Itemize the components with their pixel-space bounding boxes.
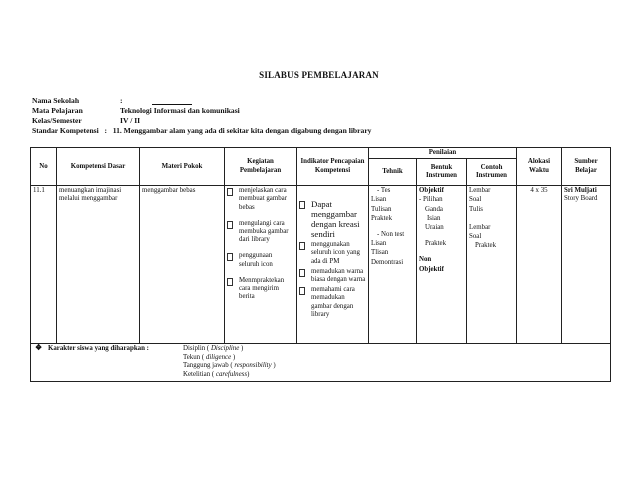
contoh-item: Lembar [469, 223, 491, 231]
karakter-label-text: Karakter siswa yang diharapkan : [48, 345, 149, 353]
list-item [183, 354, 276, 363]
bentuk-item: Isian [427, 214, 441, 222]
kegiatan-text: Menmpraktekan cara mengirim berita [239, 276, 285, 301]
kegiatan-text: mengulangi cara membuka gambar dari library [239, 219, 289, 244]
bentuk-item: Uraian [425, 224, 444, 232]
header-teknik: Tehnik [369, 159, 417, 186]
header-penilaian: Penilaian [369, 148, 517, 159]
indikator-list [299, 199, 366, 319]
header-no: No [31, 148, 57, 186]
karakter-tail: ) [239, 345, 244, 353]
cell-materi: menggambar bebas [140, 186, 225, 344]
karakter-text: Tanggung jawab ( [183, 362, 235, 370]
indikator-text: memahami cara memadukan gambar dengan library [311, 286, 355, 318]
list-item [183, 345, 276, 354]
teknik-item: - Tes [377, 187, 391, 195]
meta-kelas [32, 116, 140, 126]
cell-kompetensi-dasar: menuangkan imajinasi melalui menggambar [57, 186, 140, 344]
bentuk-item: - Pilihan [419, 196, 443, 204]
cell-teknik [369, 186, 417, 344]
kegiatan-list [227, 187, 294, 301]
bentuk-spacer [419, 233, 464, 239]
blank-line [152, 98, 192, 105]
list-item [227, 277, 294, 302]
diamond-bullet-icon [36, 346, 42, 352]
syllabus-table [30, 147, 611, 382]
checkbox-icon [299, 201, 305, 209]
list-item [299, 286, 366, 319]
list-item [227, 252, 294, 268]
bentuk-list [419, 187, 464, 274]
meta-sk-sep: : [104, 126, 107, 135]
karakter-text: Tekun ( [183, 353, 206, 361]
karakter-content [33, 345, 608, 379]
cell-kegiatan [225, 186, 297, 344]
checkbox-icon [299, 287, 305, 295]
teknik-item: Praktek [371, 214, 393, 222]
karakter-text: Disiplin ( [183, 345, 211, 353]
karakter-text: Ketelitian ( [183, 370, 216, 378]
karakter-list [183, 345, 276, 379]
list-item [183, 362, 276, 371]
page-title: SILABUS PEMBELAJARAN [259, 70, 379, 80]
checkbox-icon [227, 253, 233, 261]
indikator-text: memadukan warna biasa dengan warna [311, 267, 366, 284]
list-item [299, 199, 366, 239]
header-kompetensi-dasar: Kompetensi Dasar [57, 148, 140, 186]
cell-alokasi: 4 x 35 [517, 186, 562, 344]
sumber-item: Sri Muljati [564, 187, 597, 195]
karakter-em: carefulness [215, 370, 248, 378]
list-item [183, 371, 276, 380]
bentuk-item: Objektif [419, 187, 444, 195]
checkbox-icon [227, 188, 233, 196]
header-kegiatan: Kegiatan Pembelajaran [225, 148, 297, 186]
cell-no: 11.1 [31, 186, 57, 344]
meta-sk-label: Standar Kompetensi [32, 126, 99, 135]
list-item [299, 268, 366, 284]
header-alokasi: Alokasi Waktu [517, 148, 562, 186]
bentuk-item: Objektif [419, 265, 444, 273]
teknik-item: Lisan [371, 240, 387, 248]
karakter-em: diligence [205, 353, 232, 361]
meta-kelas-label: Kelas/Semester [32, 116, 82, 125]
teknik-item: Lisan [371, 196, 387, 204]
checkbox-icon [299, 269, 305, 277]
header-contoh: Contoh Instrumen [467, 159, 517, 186]
contoh-item: Tulis [469, 205, 483, 213]
karakter-cell [31, 344, 611, 381]
bentuk-spacer [419, 249, 464, 255]
bentuk-item: Ganda [425, 205, 443, 213]
indikator-main-text: Dapat menggambar dengan kreasi sendiri [311, 199, 360, 240]
karakter-em: responsibility [234, 362, 272, 370]
bentuk-item: Praktek [425, 240, 447, 248]
header-bentuk: Bentuk Instrumen [417, 159, 467, 186]
bentuk-item: Non [419, 256, 432, 264]
header-sumber: Sumber Belajar [562, 148, 611, 186]
kegiatan-text: menjelaskan cara membuat gambar bebas [239, 187, 288, 211]
meta-sekolah [32, 96, 192, 106]
meta-mapel-label: Mata Pelajaran [32, 106, 83, 115]
teknik-item: Tlisan [371, 249, 389, 257]
contoh-item: Lembar [469, 187, 491, 195]
header-materi-pokok: Materi Pokok [140, 148, 225, 186]
meta-mapel-value: Teknologi Informasi dan komunikasi [120, 106, 240, 115]
contoh-item: Praktek [475, 242, 497, 250]
checkbox-icon [227, 221, 233, 229]
table-row [31, 186, 611, 344]
karakter-tail: ) [247, 370, 250, 378]
meta-sk [32, 126, 371, 136]
contoh-item: Soal [469, 233, 482, 241]
sumber-item: Story Board [564, 195, 598, 203]
teknik-list [371, 187, 414, 267]
karakter-label [33, 345, 183, 379]
list-item [227, 187, 294, 212]
teknik-item: Demontrasi [371, 258, 404, 266]
meta-sekolah-sep: : [120, 96, 123, 105]
teknik-spacer [371, 224, 414, 230]
meta-mapel [32, 106, 240, 116]
checkbox-icon [227, 278, 233, 286]
cell-contoh [467, 186, 517, 344]
checkbox-icon [299, 242, 305, 250]
meta-sekolah-label: Nama Sekolah [32, 96, 80, 105]
contoh-spacer [469, 215, 514, 223]
karakter-em: Discipline [210, 345, 240, 353]
karakter-tail: ) [271, 362, 276, 370]
header-indikator: Indikator Pencapaian Kompetensi [297, 148, 369, 186]
cell-indikator [297, 186, 369, 344]
header-row [31, 148, 611, 159]
meta-sk-value: 11. Menggambar alam yang ada di sekitar kita dengan digabung dengan library [112, 126, 372, 135]
cell-bentuk [417, 186, 467, 344]
karakter-row [31, 344, 611, 381]
contoh-item: Soal [469, 196, 482, 204]
indikator-text: menggunakan seluruh icon yang ada di PM [311, 241, 360, 265]
karakter-tail: ) [231, 353, 236, 361]
meta-kelas-value: IV / II [120, 116, 141, 125]
cell-sumber [562, 186, 611, 344]
kegiatan-text: penggunaan seluruh icon [239, 252, 273, 268]
teknik-item: Tulisan [371, 205, 392, 213]
list-item [227, 220, 294, 245]
teknik-item: - Non test [377, 231, 405, 239]
list-item [299, 241, 366, 266]
contoh-list [469, 187, 514, 250]
